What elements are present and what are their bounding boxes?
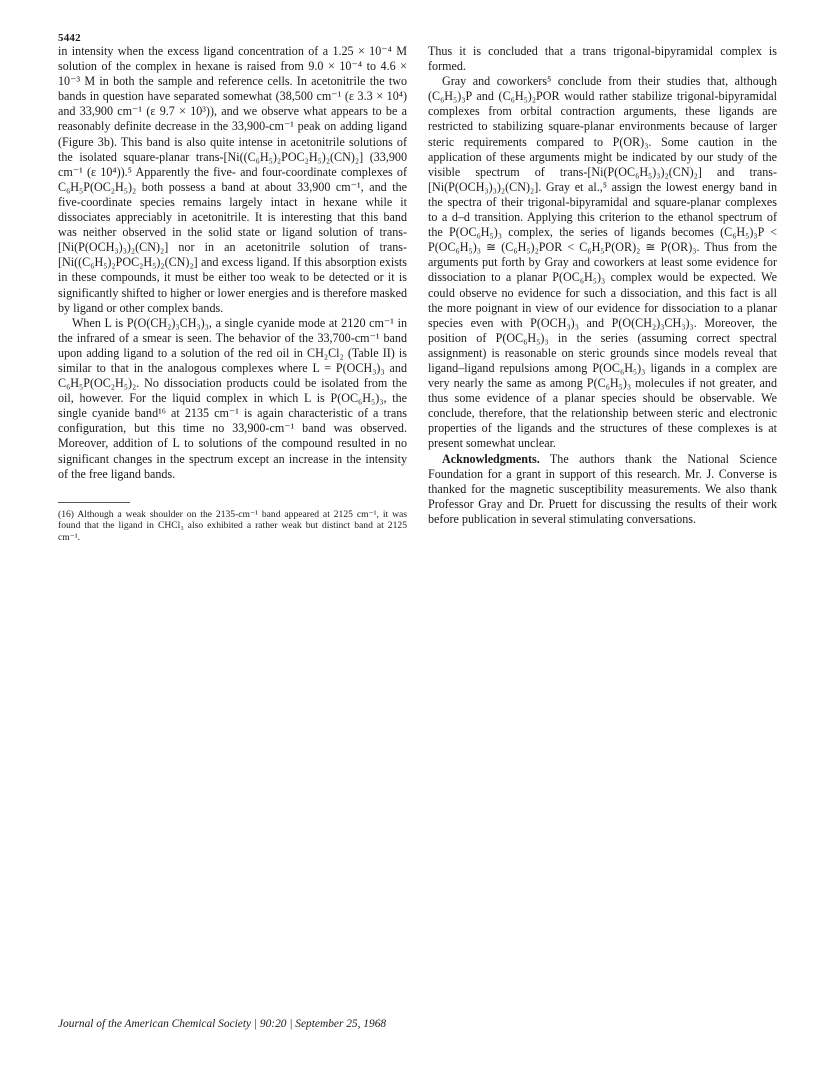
right-column xyxy=(428,44,777,527)
footnote-divider xyxy=(58,502,130,503)
footnote-16: (16) Although a weak shoulder on the 2135-cm⁻¹ band appeared at 2125 cm⁻¹, it was found that the ligand in CHCl₃ also exhibited a rather weak but distinct band at 2125 cm⁻¹. xyxy=(58,508,407,543)
left-column xyxy=(58,44,407,544)
acknowledgments-text: The authors thank the National Science Foundation for a grant in support of this research. Mr. J. Converse is thanked for the magnetic susceptibility measurements. We also thank Professor Gray and Dr. Pruett for discussing the results of their work before publication in several stimulating conversations. xyxy=(428,451,777,526)
body-paragraph-4: Gray and coworkers⁵ conclude from their studies that, although (C₆H₅)₃P and (C₆H₅)₂POR would rather stabilize trigonal-bipyramidal complexes from orbital contraction arguments, these ligands are restricted to stabilizing square-planar environments because of larger steric requirements compared to P(OR)₃. Some caution in the application of these arguments might be indicated by our study of the visible spectrum of trans-[Ni(P(OC₆H₅)₃)₂(CN)₂] and trans-[Ni(P(OCH₃)₃)₂(CN)₂]. Gray et al.,⁵ assign the lowest energy band in the spectra of their trigonal-bipyramidal and square-planar complexes to a d–d transition. Applying this criterion to the ethanol spectrum of the P(OC₆H₅)₃ complex, the series of ligands becomes (C₆H₅)₃P < P(OC₆H₅)₃ ≅ (C₆H₅)₂POR < C₆H₅P(OR)₂ ≅ P(OR)₃. Thus from the arguments put forth by Gray and coworkers at least some evidence for dissociation to a planar P(OC₆H₅)₃ complex would be expected. We could observe no evidence for such a dissociation, and this fact is all the more poignant in view of our evidence for dissociation to a planar species even with P(OCH₃)₃ and P(O(CH₂)₃CH₃)₃. Moreover, the position of P(OC₆H₅)₃ in the series (assuming correct spectral assignment) is reasonable on steric grounds since models reveal that ligand–ligand repulsions among P(OC₆H₅)₃ ligands in a complex are very nearly the same as among P(C₆H₅)₃ molecules if not greater, and thus some evidence of a planar species should be observable. We conclude, therefore, that the relationship between steric and electronic properties of the ligands and the structures of these complexes is at present somewhat unclear. xyxy=(428,74,777,451)
acknowledgments-paragraph xyxy=(428,452,777,527)
body-paragraph-2: When L is P(O(CH₂)₃CH₃)₃, a single cyanide mode at 2120 cm⁻¹ in the infrared of a smear is seen. The behavior of the 33,700-cm⁻¹ band upon adding ligand to a solution of the red oil in CH₂Cl₂ (Table II) is similar to that in the analogous complexes where L = P(OCH₃)₃ and C₆H₅P(OC₂H₅)₂. No dissociation products could be isolated from the oil, however. For the liquid complex in which L is P(OC₆H₅)₃, the single cyanide band¹⁶ at 2135 cm⁻¹ is again characteristic of a trans configuration, but this time no 33,900-cm⁻¹ band was observed. Moreover, addition of L to solutions of the compound resulted in no significant changes in the spectrum except an increase in the intensity of the free ligand bands. xyxy=(58,315,407,481)
acknowledgments-heading: Acknowledgments. xyxy=(442,451,540,466)
body-paragraph-1: in intensity when the excess ligand concentration of a 1.25 × 10⁻⁴ M solution of the complex in hexane is raised from 9.0 × 10⁻⁴ to 4.6 × 10⁻³ M in both the sample and reference cells. In acetonitrile the two bands in question have separated somewhat (38,500 cm⁻¹ (ε 3.3 × 10⁴) and 33,900 cm⁻¹ (ε 9.7 × 10³)), and we observe what appears to be a reasonably definite decrease in the 33,900-cm⁻¹ peak on adding ligand (Figure 3b). This band is also quite intense in acetonitrile solutions of the isolated square-planar trans-[Ni((C₆H₅)₂POC₂H₅)₂(CN)₂] (33,900 cm⁻¹ (ε 10⁴)).⁵ Apparently the five- and four-coordinate complexes of C₆H₅P(OC₂H₅)₂ both possess a band at about 33,900 cm⁻¹, and the five-coordinate species remains largely intact in hexane while it dissociates appreciably in acetonitrile. It is interesting that this band was neither observed in the solid state or ligand solution of trans-[Ni(P(OCH₃)₃)₂(CN)₂] nor in an acetonitrile solution of trans-[Ni((C₆H₅)₂POC₂H₅)₂(CN)₂] and excess ligand. If this absorption exists in these compounds, it must be either too weak to be detected or it is significantly shifted to higher or lower energies and is therefore masked by ligand or other complex bands. xyxy=(58,44,407,315)
page-number: 5442 xyxy=(58,32,81,44)
body-paragraph-3: Thus it is concluded that a trans trigonal-bipyramidal complex is formed. xyxy=(428,44,777,74)
running-footer: Journal of the American Chemical Society | 90:20 | September 25, 1968 xyxy=(58,1018,387,1030)
